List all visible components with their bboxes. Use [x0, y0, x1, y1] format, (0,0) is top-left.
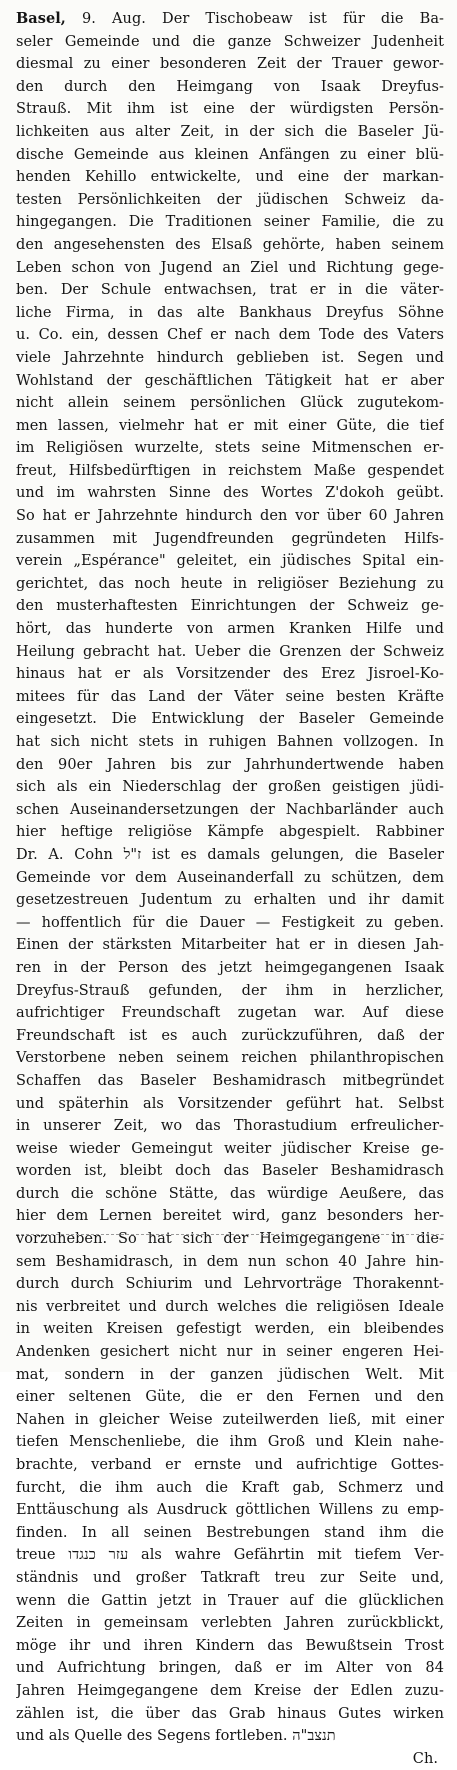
article-line: liche Firma, in das alte Bankhaus Dreyfus Söhne — [16, 304, 444, 321]
article-line: Leben schon von Jugend an Ziel und Richtung gege- — [16, 259, 444, 276]
article-line: Dreyfus-Strauß gefunden, der ihm in herzlicher, — [16, 982, 444, 999]
article-line: Enttäuschung als Ausdruck göttlichen Willens zu emp- — [16, 1502, 444, 1519]
article-line: den 90er Jahren bis zur Jahrhundertwende haben — [16, 756, 444, 773]
article-line: wenn die Gattin jetzt in Trauer auf die glücklichen — [16, 1592, 444, 1609]
article-line: mat, sondern in der ganzen jüdischen Welt. Mit — [16, 1366, 444, 1383]
article-line: Dr. A. Cohn ז"ל ist es damals gelungen, die Baseler — [16, 846, 444, 863]
article-line: durch die schöne Stätte, das würdige Aeußere, das — [16, 1185, 444, 1202]
article-line: Freundschaft ist es auch zurückzuführen, daß der — [16, 1027, 444, 1044]
article-line: den musterhaftesten Einrichtungen der Schweiz ge- — [16, 598, 444, 615]
article-line: nicht allein seinem persönlichen Glück zugutekom- — [16, 395, 444, 412]
article-line: und späterhin als Vorsitzender geführt hat. Selbst — [16, 1095, 444, 1112]
article-line: brachte, verband er ernste und aufrichtige Gottes- — [16, 1457, 444, 1473]
article-line: zusammen mit Jugendfreunden gegründeten Hilfs- — [16, 530, 444, 547]
article-line: ben. Der Schule entwachsen, trat er in die väter- — [16, 282, 444, 299]
article-line: einer seltenen Güte, die er den Fernen und den — [16, 1389, 444, 1406]
article-line: Zeiten in gemeinsam verlebten Jahren zurückblickt, — [16, 1615, 444, 1632]
article-line: in weiten Kreisen gefestigt werden, ein bleibendes — [16, 1321, 444, 1338]
article-line: schen Auseinandersetzungen der Nachbarländer auch — [16, 801, 444, 818]
article-line: ständnis und großer Tatkraft treu zur Seite und, — [16, 1569, 444, 1586]
article-line: und im wahrsten Sinne des Wortes Z'dokoh geübt. — [16, 485, 444, 502]
article-line: Schaffen das Baseler Beshamidrasch mitbegründet — [16, 1072, 444, 1089]
article-line: gerichtet, das noch heute in religiöser Beziehung zu — [16, 575, 444, 592]
article-line: Gemeinde vor dem Auseinanderfall zu schützen, dem — [16, 869, 444, 886]
article-line: diesmal zu einer besonderen Zeit der Trauer gewor- — [16, 56, 444, 73]
article-line: sem Beshamidrasch, in dem nun schon 40 Jahre hin- — [16, 1253, 444, 1270]
article-line: testen Persönlichkeiten der jüdischen Schweiz da- — [16, 191, 444, 208]
article-line: Verstorbene neben seinem reichen philanthropischen — [16, 1050, 444, 1067]
article-line: vorzuheben. So hat sich der Heimgegangene in die- — [16, 1231, 444, 1248]
article-line: weise wieder Gemeingut weiter jüdischer Kreise ge- — [16, 1140, 444, 1157]
article-line: lichkeiten aus alter Zeit, in der sich die Baseler Jü- — [16, 123, 444, 140]
article-line: zählen ist, die über das Grab hinaus Gutes wirken — [16, 1705, 444, 1722]
article-line: und als Quelle des Segens fortleben. תנצב"ה — [16, 1728, 336, 1745]
article-line: u. Co. ein, dessen Chef er nach dem Tode des Vaters — [16, 327, 444, 344]
article-line: Jahren Heimgegangene dem Kreise der Edlen zuzu- — [16, 1682, 444, 1699]
article-line: eingesetzt. Die Entwicklung der Baseler Gemeinde — [16, 711, 444, 728]
article-line: henden Kehillo entwickelte, und eine der markan- — [16, 169, 444, 186]
article-line: hier dem Lernen bereitet wird, ganz besonders her- — [16, 1208, 444, 1225]
article-line: hinaus hat er als Vorsitzender des Erez Jisroel-Ko- — [16, 666, 444, 683]
article-line: seler Gemeinde und die ganze Schweizer Judenheit — [16, 33, 444, 50]
article-line: ren in der Person des jetzt heimgegangenen Isaak — [16, 959, 444, 976]
article-line: gesetzestreuen Judentum zu erhalten und ihr damit — [16, 892, 444, 909]
article-line: nis verbreitet und durch welches die religiösen Ideale — [16, 1298, 444, 1315]
article-line: Strauß. Mit ihm ist eine der würdigsten Persön- — [16, 101, 444, 118]
article-line: — hoffentlich für die Dauer — Festigkeit zu geben. — [16, 914, 444, 931]
article-line: durch durch Schiurim und Lehrvorträge Thorakennt- — [16, 1276, 444, 1293]
article-line: hat sich nicht stets in ruhigen Bahnen vollzogen. In — [16, 734, 444, 750]
article-line: und Aufrichtung bringen, daß er im Alter von 84 — [16, 1660, 444, 1677]
article-line: finden. In all seinen Bestrebungen stand ihm die — [16, 1524, 444, 1541]
article-line: den angesehensten des Elsaß gehörte, haben seinem — [16, 236, 444, 253]
dateline-place: Basel, — [16, 10, 66, 27]
article-line: hört, das hunderte von armen Kranken Hilfe und — [16, 621, 444, 638]
article-line: Wohlstand der geschäftlichen Tätigkeit hat er aber — [16, 372, 444, 389]
article-line: dische Gemeinde aus kleinen Anfängen zu einer blü- — [16, 146, 444, 163]
article-line: mitees für das Land der Väter seine besten Kräfte — [16, 688, 444, 705]
article-line: viele Jahrzehnte hindurch geblieben ist. Segen und — [16, 349, 444, 366]
article-line: Andenken gesichert nicht nur in seiner engeren Hei- — [16, 1344, 444, 1361]
article-line: verein „Espérance" geleitet, ein jüdisches Spital ein- — [16, 553, 444, 570]
article-line: den durch den Heimgang von Isaak Dreyfus- — [16, 78, 444, 95]
article-line: im Religiösen wurzelte, stets seine Mitmenschen er- — [16, 440, 444, 457]
article-line: in unserer Zeit, wo das Thorastudium erfreulicher- — [16, 1118, 444, 1135]
article-line: men lassen, vielmehr hat er mit einer Güte, die tief — [16, 417, 444, 434]
article-line: worden ist, bleibt doch das Baseler Beshamidrasch — [16, 1163, 444, 1180]
article-line: Heilung gebracht hat. Ueber die Grenzen der Schweiz — [16, 643, 444, 660]
article-line: möge ihr und ihren Kindern das Bewußtsein Trost — [16, 1637, 444, 1654]
article-line: freut, Hilfsbedürftigen in reichstem Maße gespendet — [16, 462, 444, 479]
article-line: hier heftige religiöse Kämpfe abgespielt. Rabbiner — [16, 824, 444, 841]
article-line: sich als ein Niederschlag der großen geistigen jüdi- — [16, 779, 444, 796]
dateline-line: Basel, 9. Aug. Der Tischobeaw ist für die Ba- — [16, 10, 444, 27]
article-line: hingegangen. Die Traditionen seiner Familie, die zu — [16, 214, 444, 231]
article-line: tiefen Menschenliebe, die ihm Groß und Klein nahe- — [16, 1434, 444, 1451]
column-fold-line — [16, 1234, 444, 1235]
article-line: aufrichtiger Freundschaft zugetan war. Auf diese — [16, 1005, 444, 1022]
article-line: Nahen in gleicher Weise zuteilwerden ließ, mit einer — [16, 1411, 444, 1428]
article-line: furcht, die ihm auch die Kraft gab, Schmerz und — [16, 1479, 444, 1496]
article-line: Einen der stärksten Mitarbeiter hat er in diesen Jah- — [16, 937, 444, 954]
obituary-article — [16, 8, 444, 1770]
article-line: treue עזר כנגדו als wahre Gefährtin mit tiefem Ver- — [16, 1547, 444, 1564]
author-signature: Ch. — [412, 1750, 438, 1767]
article-line: So hat er Jahrzehnte hindurch den vor über 60 Jahren — [16, 508, 444, 525]
